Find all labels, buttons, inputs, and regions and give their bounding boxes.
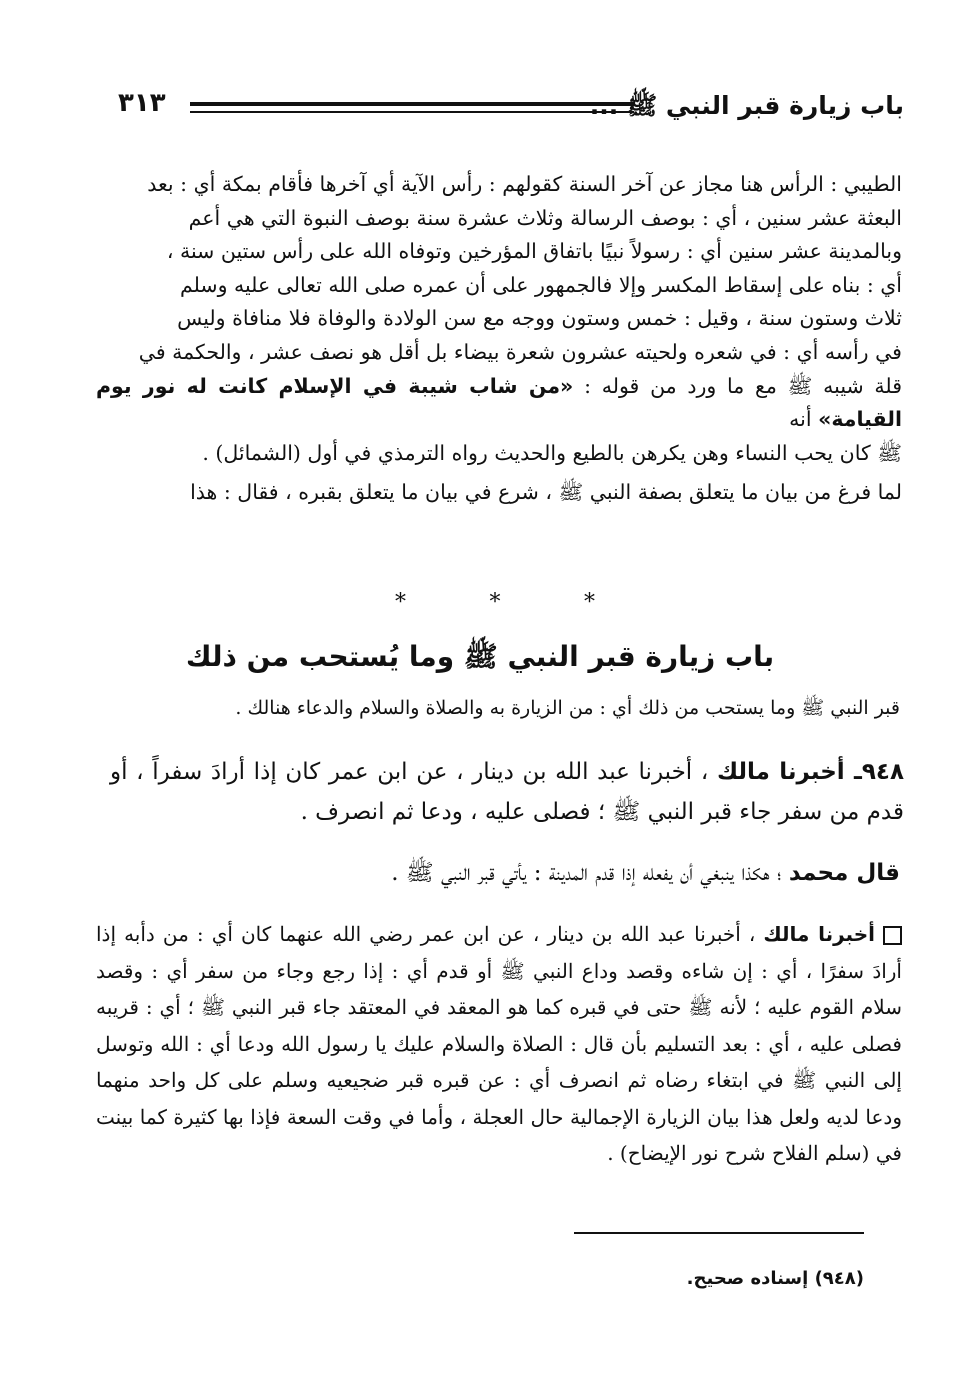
header-rule <box>190 102 634 113</box>
commentary-body: ، أخبرنا عبد الله بن دينار ، عن ابن عمر رضي الله عنهما كان أي : من دأبه إذا أرادَ سفرًا ، أي : إن شاءه وقصد وداع النبي ﷺ أو قدم أي : إذا رجع وجاء من سفر أي : وقصد سلام القوم عليه ؛ لأنه ﷺ حتى في قبره كما هو المعقد في المعتقد جاء قبر النبي ﷺ ؛ أي : قريبه فصلى عليه ، أي : بعد التسليم بأن قال : الصلاة والسلام عليك يا رسول الله ودعا أي : الله وتوسل إلى النبي ﷺ في ابتغاء رضاه ثم انصرف أي : عن قبره قبر ضجيعيه وسلم على كل واحد منهما ودعا لديه ولعل هذا بيان الزيارة الإجمالية حال العجلة ، وأما في وقت السعة فإذا بها كثيرة كما بينت في (سلم الفلاح شرح نور الإيضاح) . <box>96 922 902 1165</box>
qal-label: قال محمد <box>788 860 900 886</box>
text-line: ثلاث وستون سنة ، وقيل : خمس وستون ووجه مع سن الولادة والوفاة فلا منافاة وليس <box>177 306 902 331</box>
text-line: في رأسه أي : في شعره ولحيته عشرون شعرة بيضاء بل أقل هو نصف عشر ، والحكمة في <box>138 339 902 364</box>
chapter-note: قبر النبي ﷺ وما يستحب من ذلك أي : من الزيارة به والصلاة والسلام والدعاء هنالك . <box>235 697 900 719</box>
text-line: أي : بناه على إسقاط المكسر وإلا فالجمهور على أن عمره صلى الله تعالى عليه وسلم <box>179 272 902 297</box>
qal-body: ؛ هكذا ينبغي أن يفعله إذا قدم المدينة : يأتي قبر النبي ﷺ . <box>391 860 782 886</box>
text-line: وبالمدينة عشر سنين أي : رسولاً نبيًا باتفاق المؤرخين وتوفاه الله على رأس ستين سنة ، <box>166 239 902 264</box>
hadith-body: ، أخبرنا عبد الله بن دينار ، عن ابن عمر كان إذا أرادَ سفراً ، أو قدم من سفر جاء قبر النبي ﷺ ؛ فصلى عليه ، ودعا ثم انصرف . <box>110 759 904 825</box>
qal-muhammad <box>120 858 900 892</box>
page-number: ٣١٣ <box>118 88 166 118</box>
footnote: (٩٤٨) إسناده صحيح. <box>686 1268 864 1289</box>
separator-star: * <box>584 590 595 615</box>
text-line <box>96 370 902 437</box>
footnote-rule <box>574 1232 864 1234</box>
commentary-top <box>96 168 902 510</box>
separator-star: * <box>489 590 501 615</box>
hadith-quote: «من شاب شيبة في الإسلام كانت له نور يوم القيامة» <box>96 373 902 432</box>
text-line-part: أنه <box>789 407 812 432</box>
text-line-part: قلة شيبه ﷺ مع ما ورد من قوله : <box>584 373 902 398</box>
hadith-number-label: ٩٤٨ـ أخبرنا مالك <box>716 759 905 785</box>
square-marker-icon <box>883 926 902 945</box>
text-line: الطيبي : الرأس هنا مجاز عن آخر السنة كقولهم : رأس الآية أي آخرها فأقام بمكة أي : بعد <box>147 172 902 196</box>
separator-star: * <box>395 590 406 615</box>
text-line: ﷺ كان يحب النساء وهن يكرهن بالطيع والحديث رواه الترمذي في أول (الشمائل) . <box>202 440 902 465</box>
section-separator <box>395 590 595 615</box>
running-title: باب زيارة قبر النبي ﷺ ... <box>589 91 904 120</box>
running-header <box>118 88 904 128</box>
commentary-bottom <box>96 916 902 1172</box>
chapter-title: باب زيارة قبر النبي ﷺ وما يُستحب من ذلك <box>185 640 775 673</box>
text-line: لما فرغ من بيان ما يتعلق بصفة النبي ﷺ ، شرع في بيان ما يتعلق بقبره ، فقال : هذا <box>190 480 902 505</box>
commentary-lead: أخبرنا مالك <box>763 922 875 946</box>
text-line: البعثة عشر سنين ، أي : بوصف الرسالة وثلاث عشرة سنة بوصف النبوة التي هي أعم <box>188 205 902 230</box>
hadith-text <box>110 752 904 832</box>
